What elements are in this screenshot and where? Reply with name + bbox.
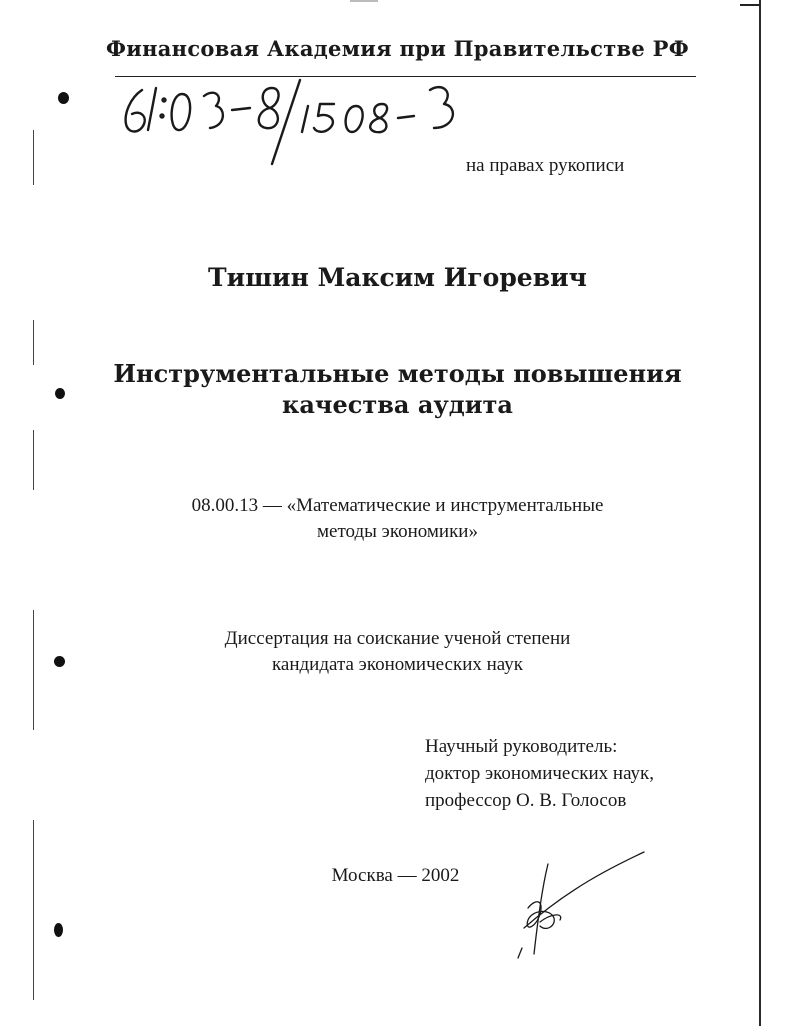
handwritten-catalog-number xyxy=(112,78,492,188)
scan-edge-top-mark-faint xyxy=(350,0,378,2)
specialty-code xyxy=(0,493,795,545)
institution-name: Финансовая Академия при Правительстве РФ xyxy=(106,36,689,61)
degree-line-1: Диссертация на соискание ученой степени xyxy=(224,628,571,649)
scan-edge-left-segment xyxy=(33,130,34,185)
supervisor-rank: доктор экономических наук, xyxy=(425,763,655,784)
place-and-year: Москва — 2002 xyxy=(331,865,460,886)
title-line-1: Инструментальные методы повышения xyxy=(113,359,682,388)
scan-edge-left-segment xyxy=(33,430,34,490)
punch-hole-mark xyxy=(58,92,69,104)
punch-hole-mark xyxy=(54,923,63,937)
supervisor-label: Научный руководитель: xyxy=(425,736,618,757)
header-rule xyxy=(115,76,696,77)
author-name: Тишин Максим Игоревич xyxy=(208,263,587,292)
specialty-line-1: 08.00.13 — «Математические и инструментальные xyxy=(191,495,604,516)
supervisor-block xyxy=(425,733,654,814)
specialty-line-2: методы экономики» xyxy=(317,521,478,542)
signature xyxy=(510,848,660,968)
title-line-2: качества аудита xyxy=(282,390,513,419)
dissertation-title xyxy=(0,358,795,420)
manuscript-note: на правах рукописи xyxy=(466,155,625,176)
degree-line-2: кандидата экономических наук xyxy=(271,654,524,675)
degree-statement xyxy=(0,626,795,678)
scan-edge-top-mark xyxy=(740,4,760,6)
scan-edge-left-segment xyxy=(33,820,34,1000)
supervisor-name: профессор О. В. Голосов xyxy=(425,790,627,811)
